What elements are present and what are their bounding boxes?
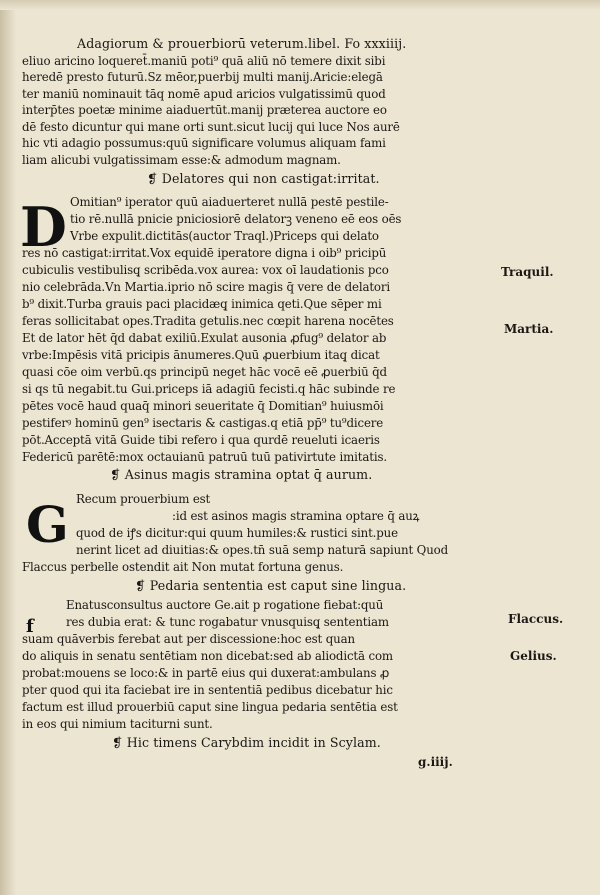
page-gutter-shadow bbox=[0, 0, 16, 895]
text-line: factum est illud prouerbiū caput sine lingua pedaria sentētia est bbox=[22, 700, 398, 714]
text-line: Federicū parētē:mox octauianū patruū tuū pativirtute imitatis. bbox=[22, 450, 387, 464]
text-line: suam quāverbis ferebat aut per discessione:hoc est quan bbox=[22, 632, 355, 646]
text-line: Enatusconsultus auctore Ge.ait p rogatione fiebat:quū bbox=[66, 598, 384, 612]
margin-note: Traquil. bbox=[501, 265, 554, 279]
decorated-initial-s: f bbox=[26, 616, 34, 637]
paragraph-mark-icon: ❡ bbox=[110, 467, 121, 482]
paragraph-mark-icon: ❡ bbox=[112, 735, 123, 750]
text-line: feras sollicitabat opes.Tradita getulis.nec cœpit harena nocētes bbox=[22, 314, 394, 328]
text-line: Flaccus perbelle ostendit ait Non mutat fortuna genus. bbox=[22, 560, 344, 574]
proverb-heading: ❡ Hic timens Carybdim incidit in Scylam. bbox=[112, 735, 381, 750]
text-line: res nō castigat:irritat.Vox equidē iperatore digna i oib⁹ pricipū bbox=[22, 246, 387, 260]
paragraph-mark-icon: ❡ bbox=[147, 171, 158, 186]
text-line: heredē presto futurū.Sz mēor,puerbij multi manij.Aricie:elegā bbox=[22, 70, 383, 84]
margin-note: Gelius. bbox=[510, 649, 557, 663]
text-line: ter maniū nominauit tāq nomē apud aricios vulgatissimū quod bbox=[22, 87, 386, 101]
proverb-heading: ❡ Delatores qui non castigat:irritat. bbox=[147, 171, 380, 186]
text-line: Et de lator hēt q̄d dabat exiliū.Exulat ausonia ꝓfug⁹ delator ab bbox=[22, 331, 387, 345]
decorated-initial-d: D bbox=[20, 195, 67, 259]
text-line: quasi cōe oim verbū.qs principū neget hāc vocē eē ꝓuerbiū q̄d bbox=[22, 365, 387, 379]
margin-note: Martia. bbox=[504, 322, 554, 336]
proverb-heading: ❡ Asinus magis stramina optat q̄ aurum. bbox=[110, 467, 373, 482]
text-line: hic vti adagio possumus:quū significare volumus aliquam fami bbox=[22, 136, 386, 150]
text-line: quod de iꝭs dicitur:qui quum humiles:& rustici sint.pue bbox=[76, 526, 398, 540]
text-line: si qs tū negabit.tu Gui.priceps iā adagiū fecisti.q hāc subinde re bbox=[22, 382, 396, 396]
text-line: nerint licet ad diuitias:& opes.tn̄ suā semp naturā sapiunt Quod bbox=[76, 543, 449, 557]
text-line: pētes vocē haud quaq̄ minori seueritate q̄ Domitian⁹ huiusmōi bbox=[22, 399, 384, 413]
text-line: dē festo dicuntur qui mane orti sunt.sicut lucij qui luce Nos aurē bbox=[22, 120, 400, 134]
signature-mark: g.iiij. bbox=[418, 755, 453, 769]
text-line: :id est asinos magis stramina optare q̄ auꝝ bbox=[172, 509, 420, 523]
paragraph-mark-icon: ❡ bbox=[135, 578, 146, 593]
text-line: pestiferꝰ hominū gen⁹ isectaris & castigas.q etiā pp̄⁹ tu⁹dicere bbox=[22, 416, 384, 430]
text-line: interp̄tes poetæ minime aiaduertūt.manij præterea auctore eo bbox=[22, 103, 387, 117]
text-line: pter quod qui ita faciebat ire in sententiā pedibus dicebatur hic bbox=[22, 683, 393, 697]
text-line: b⁹ dixit.Turba grauis paci placidæq̧ inimica qeti.Que sēper mi bbox=[22, 297, 382, 311]
text-line: in eos qui nimium taciturni sunt. bbox=[22, 717, 213, 731]
text-line: do aliquis in senatu sentētiam non dicebat:sed ab aliodictā com bbox=[22, 649, 393, 663]
proverb-heading: ❡ Pedaria sententia est caput sine lingua. bbox=[135, 578, 407, 593]
text-line: vrbe:Impēsis vitā pricipis ānumeres.Quū ꝓuerbium itaq̧ dicat bbox=[22, 348, 380, 362]
text-line: eliuo aricino loqueret̄.maniū poti⁹ quā aliū nō temere dixit sibi bbox=[22, 54, 386, 68]
decorated-initial-g: G bbox=[26, 495, 69, 554]
text-line: cubiculis vestibulisq̧ scribēda.vox aurea: vox oī laudationis pco bbox=[22, 263, 389, 277]
text-line: pōt.Acceptā vitā Guide tibi refero i qua qurdē reueluti icaeris bbox=[22, 433, 380, 447]
page-top-shadow bbox=[0, 0, 600, 10]
text-line: Omitian⁹ iperator quū aiaduerteret nullā pestē pestile- bbox=[70, 195, 389, 209]
margin-note: Flaccus. bbox=[508, 612, 564, 626]
running-header: Adagiorum & prouerbiorū veterum.libel. Fo xxxiiij. bbox=[77, 36, 407, 51]
text-line: tio rē.nullā pnicie pniciosiorē delatorꝫ veneno eē eos oēs bbox=[70, 212, 402, 226]
text-line: res dubia erat: & tunc rogabatur vnusquisq̧ sententiam bbox=[66, 615, 389, 629]
text-line: liam alicubi vulgatissimam esse:& admodum magnam. bbox=[22, 153, 341, 167]
text-line: nio celebrāda.Vn Martia.iprio nō scire magis q̄ vere de delatori bbox=[22, 280, 390, 294]
text-line: probat:mouens se loco:& in partē eius qui duxerat:ambulans ꝓ bbox=[22, 666, 389, 680]
text-line: Recum prouerbium est bbox=[76, 492, 211, 506]
text-line: Vrbe expulit.dictitās(auctor Traql.)Priceps qui delato bbox=[70, 229, 379, 243]
